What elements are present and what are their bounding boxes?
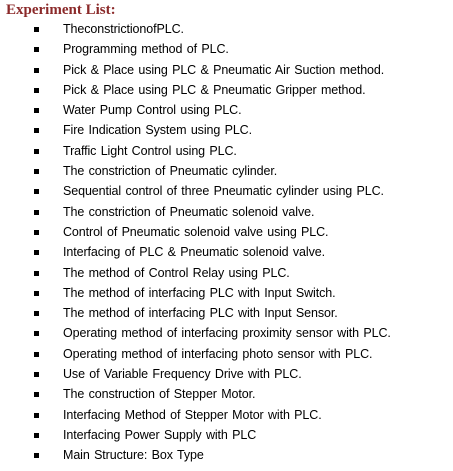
square-bullet-icon bbox=[34, 189, 39, 194]
square-bullet-icon bbox=[34, 413, 39, 418]
square-bullet-icon bbox=[34, 271, 39, 276]
square-bullet-icon bbox=[34, 27, 39, 32]
square-bullet-icon bbox=[34, 230, 39, 235]
square-bullet-icon bbox=[34, 108, 39, 113]
list-item-text: Programming method of PLC. bbox=[63, 42, 229, 57]
list-item-text: The method of Control Relay using PLC. bbox=[63, 265, 290, 280]
square-bullet-icon bbox=[34, 169, 39, 174]
list-item-text: The construction of Stepper Motor. bbox=[63, 387, 256, 402]
square-bullet-icon bbox=[34, 372, 39, 377]
list-item-text: The constriction of Pneumatic solenoid valve. bbox=[63, 204, 315, 219]
square-bullet-icon bbox=[34, 352, 39, 357]
list-item-text: Sequential control of three Pneumatic cylinder using PLC. bbox=[63, 184, 384, 199]
list-item-text: Use of Variable Frequency Drive with PLC. bbox=[63, 367, 302, 382]
square-bullet-icon bbox=[34, 149, 39, 154]
list-item-text: The method of interfacing PLC with Input Switch. bbox=[63, 285, 336, 300]
square-bullet-icon bbox=[34, 210, 39, 215]
square-bullet-icon bbox=[34, 250, 39, 255]
section-heading: Experiment List: bbox=[6, 2, 116, 18]
square-bullet-icon bbox=[34, 331, 39, 336]
list-item-text: Pick & Place using PLC & Pneumatic Air Suction method. bbox=[63, 62, 385, 77]
square-bullet-icon bbox=[34, 291, 39, 296]
list-item-text: Interfacing of PLC & Pneumatic solenoid valve. bbox=[63, 245, 325, 260]
square-bullet-icon bbox=[34, 453, 39, 458]
list-item-text: Fire Indication System using PLC. bbox=[63, 123, 252, 138]
square-bullet-icon bbox=[34, 68, 39, 73]
list-item-text: Interfacing Method of Stepper Motor with PLC. bbox=[63, 407, 322, 422]
square-bullet-icon bbox=[34, 88, 39, 93]
square-bullet-icon bbox=[34, 128, 39, 133]
list-item-text: TheconstrictionofPLC. bbox=[63, 22, 184, 36]
list-item-text: Main Structure: Box Type bbox=[63, 448, 204, 463]
list-item-text: Traffic Light Control using PLC. bbox=[63, 143, 237, 158]
list-item-text: Pick & Place using PLC & Pneumatic Gripper method. bbox=[63, 82, 366, 97]
list-item-text: Operating method of interfacing proximity sensor with PLC. bbox=[63, 326, 391, 341]
list-item-text: The method of interfacing PLC with Input Sensor. bbox=[63, 306, 338, 321]
list-item-text: Interfacing Power Supply with PLC bbox=[63, 427, 257, 442]
list-item-text: Operating method of interfacing photo sensor with PLC. bbox=[63, 346, 373, 361]
square-bullet-icon bbox=[34, 311, 39, 316]
square-bullet-icon bbox=[34, 47, 39, 52]
square-bullet-icon bbox=[34, 433, 39, 438]
list-item-text: Water Pump Control using PLC. bbox=[63, 103, 242, 118]
list-item-text: Control of Pneumatic solenoid valve using PLC. bbox=[63, 224, 329, 239]
list-item-text: The constriction of Pneumatic cylinder. bbox=[63, 164, 278, 179]
square-bullet-icon bbox=[34, 392, 39, 397]
